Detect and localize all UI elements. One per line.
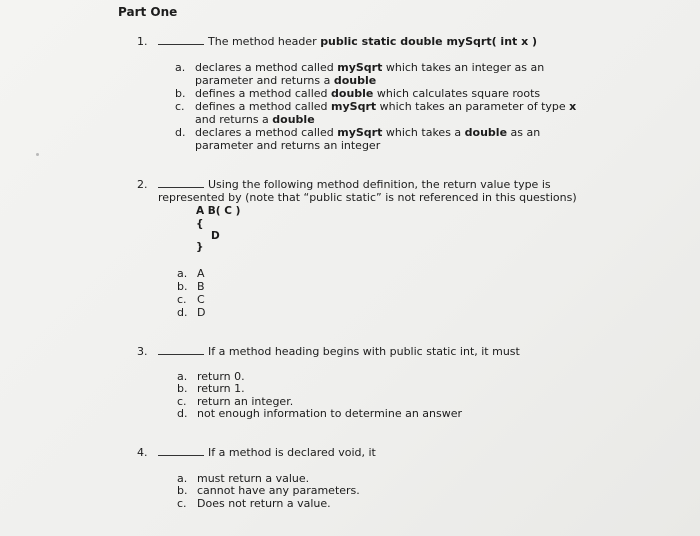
- q1-number: 1.: [137, 35, 148, 48]
- q2-option-b[interactable]: b. B: [177, 280, 205, 293]
- paper-speck: [36, 153, 39, 156]
- q3-answer-blank[interactable]: [158, 345, 204, 355]
- q2-code-signature: A B( C ): [196, 205, 241, 217]
- q2-option-c[interactable]: c. C: [177, 293, 205, 306]
- q1-method-header: public static double mySqrt( int x ): [320, 35, 538, 48]
- q2-code-close-brace: }: [196, 241, 204, 253]
- q1-option-d[interactable]: d. declares a method called mySqrt which takes a double as an parameter and returns an integer: [175, 126, 541, 152]
- q2-prompt-line1: Using the following method definition, the return value type is: [158, 178, 551, 191]
- q2-number: 2.: [137, 178, 148, 191]
- q1-option-b[interactable]: b. defines a method called double which calculates square roots: [175, 87, 541, 100]
- q1-option-a[interactable]: a. declares a method called mySqrt which takes an integer as an parameter and returns a double: [175, 61, 545, 87]
- q2-option-d[interactable]: d. D: [177, 306, 206, 319]
- page-title: Part One: [118, 5, 178, 19]
- q3-option-a[interactable]: a. return 0.: [177, 370, 245, 383]
- q3-option-d[interactable]: d. not enough information to determine an answer: [177, 407, 463, 420]
- q1-answer-blank[interactable]: [158, 35, 204, 45]
- q2-prompt-line2: represented by (note that “public static” is not referenced in this questions): [158, 191, 577, 204]
- q4-answer-blank[interactable]: [158, 446, 204, 456]
- q4-option-b[interactable]: b. cannot have any parameters.: [177, 484, 360, 497]
- q4-prompt: If a method is declared void, it: [158, 446, 376, 459]
- q2-code-body: D: [211, 230, 220, 242]
- q2-code-open-brace: {: [196, 218, 204, 230]
- q3-prompt: If a method heading begins with public static int, it must: [158, 345, 520, 358]
- q4-number: 4.: [137, 446, 148, 459]
- q3-option-b[interactable]: b. return 1.: [177, 382, 245, 395]
- q3-number: 3.: [137, 345, 148, 358]
- q1-prompt: The method header public static double mySqrt( int x ): [158, 35, 537, 48]
- q1-option-c[interactable]: c. defines a method called mySqrt which takes an parameter of type x and returns a double: [175, 100, 577, 126]
- q2-option-a[interactable]: a. A: [177, 267, 205, 280]
- q4-option-c[interactable]: c. Does not return a value.: [177, 497, 331, 510]
- q4-option-a[interactable]: a. must return a value.: [177, 472, 310, 485]
- q3-option-c[interactable]: c. return an integer.: [177, 395, 294, 408]
- q2-answer-blank[interactable]: [158, 178, 204, 188]
